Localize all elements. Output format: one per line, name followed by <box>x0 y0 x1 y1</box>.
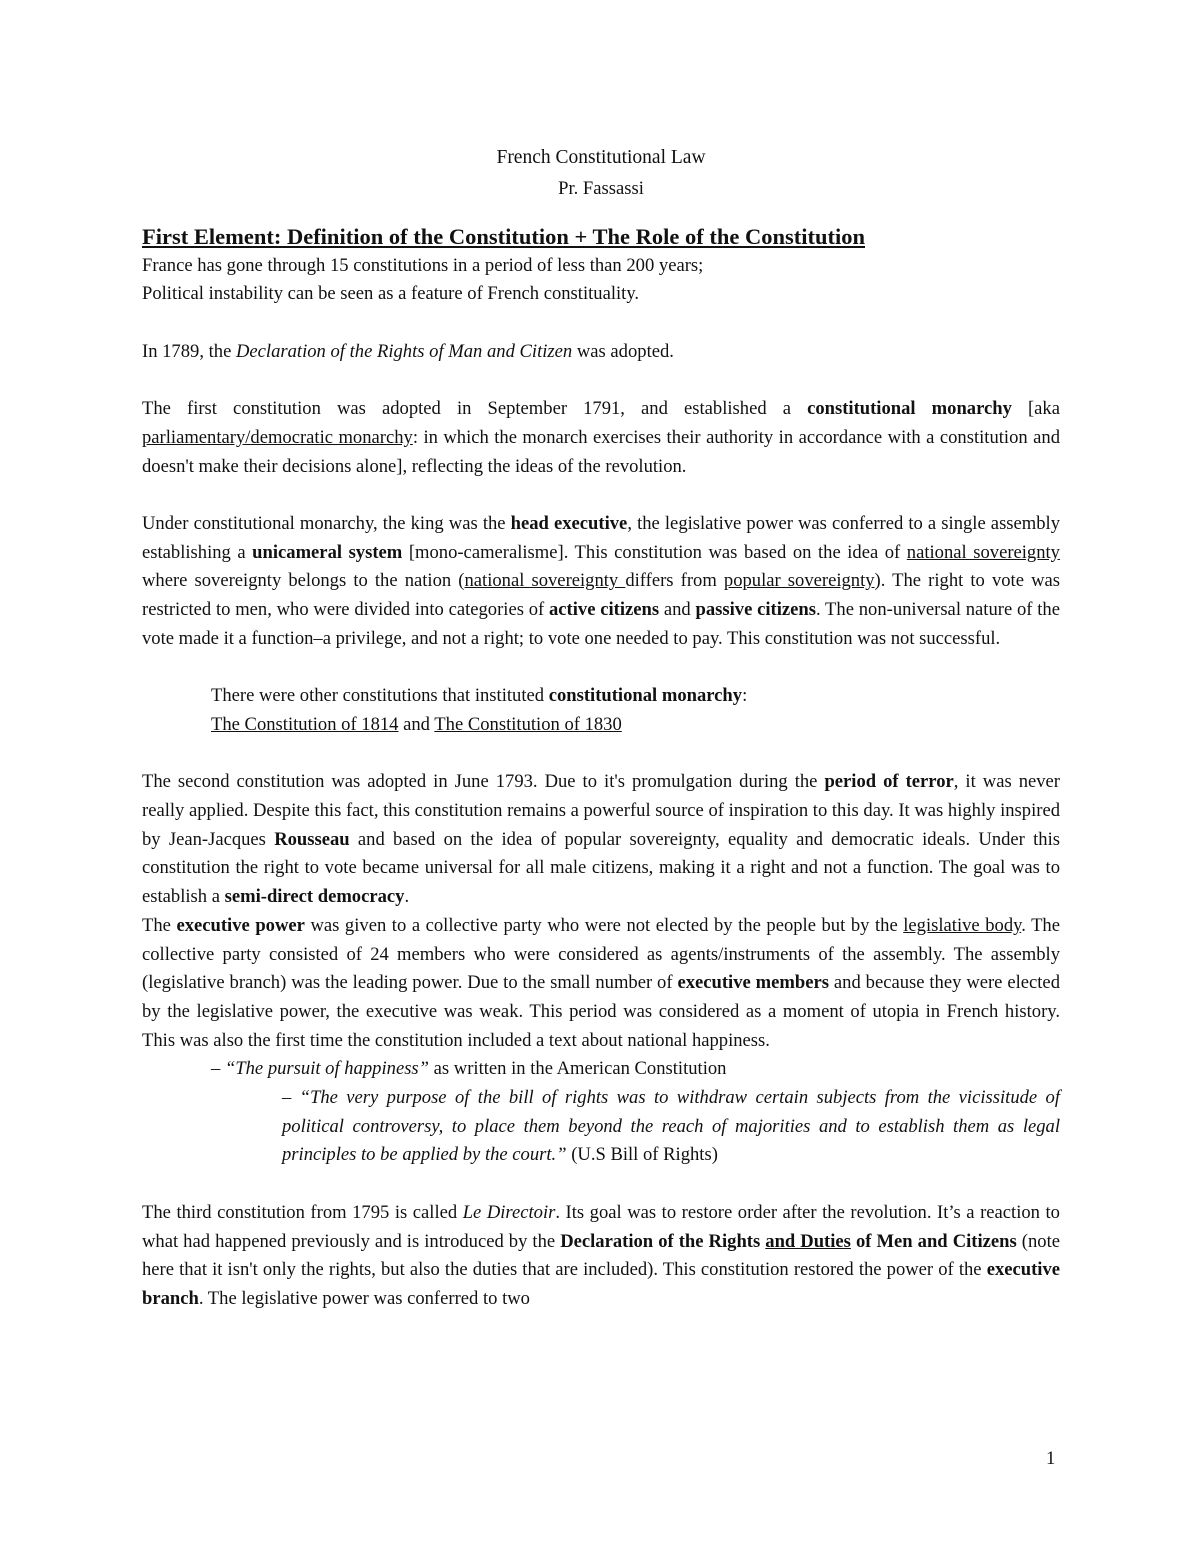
paragraph-1791: The first constitution was adopted in September 1791, and established a constitutional monarchy [aka parliamentary/democratic monarchy: in which the monarch exercises their authority in accordance with a constitution and doesn't make their decisions alone], reflecting the ideas of the revolution. <box>142 398 1060 477</box>
paragraph-1789: In 1789, the Declaration of the Rights of Man and Citizen was adopted. <box>142 340 674 362</box>
paragraph-1795: The third constitution from 1795 is called Le Directoir. Its goal was to restore order after the revolution. It’s a reaction to what had happened previously and is introduced by the Declaration of the Rights and Duties of Men and Citizens (note here that it isn't only the rights, but also the duties that are included). This constitution restored the power of the executive branch. The legislative power was conferred to two <box>142 1201 1060 1309</box>
section-heading: First Element: Definition of the Constitution + The Role of the Constitution <box>142 223 866 249</box>
paragraph-other-constitutions: There were other constitutions that instituted constitutional monarchy: <box>211 685 748 707</box>
paragraph-executive-power: The executive power was given to a collective party who were not elected by the people but by the legislative body. The collective party consisted of 24 members who were considered as agents/instruments of the assembly. The assembly (legislative branch) was the leading power. Due to the small number of executive members and because they were elected by the legislative power, the executive was weak. This period was considered as a moment of utopia in French history. This was also the first time the constitution included a text about national happiness. <box>142 914 1060 1051</box>
page-number: 1 <box>1046 1448 1056 1469</box>
intro-line-2: Political instability can be seen as a feature of French constituality. <box>142 283 640 305</box>
intro-line-1: France has gone through 15 constitutions in a period of less than 200 years; <box>142 254 704 276</box>
paragraph-constitutional-monarchy: Under constitutional monarchy, the king was the head executive, the legislative power was conferred to a single assembly establishing a unicameral system [mono-cameralisme]. This constitution was based on the idea of national sovereignty where sovereignty belongs to the nation (national sovereignty differs from popular sovereignty). The right to vote was restricted to men, who were divided into categories of active citizens and passive citizens. The non-universal nature of the vote made it a function–a privilege, and not a right; to vote one needed to pay. This constitution was not successful. <box>142 512 1061 649</box>
paragraph-1793: The second constitution was adopted in June 1793. Due to it's promulgation during the period of terror, it was never really applied. Despite this fact, this constitution remains a powerful source of inspiration to this day. It was highly inspired by Jean-Jacques Rousseau and based on the idea of popular sovereignty, equality and democratic ideals. Under this constitution the right to vote became universal for all male citizens, making it a right and not a function. The goal was to establish a semi-direct democracy. <box>142 771 1060 908</box>
document-body <box>142 140 1060 1314</box>
quote-pursuit-of-happiness: – “The pursuit of happiness” as written in the American Constitution <box>211 1058 727 1080</box>
document-author: Pr. Fassassi <box>558 178 644 199</box>
document-title: French Constitutional Law <box>496 147 706 168</box>
quote-bill-of-rights: – “The very purpose of the bill of rights was to withdraw certain subjects from the vicissitude of political controversy, to place them beyond the reach of majorities and to establish them as legal principles to be applied by the court.” (U.S Bill of Rights) <box>282 1087 1060 1166</box>
paragraph-other-constitutions-list: The Constitution of 1814 and The Constitution of 1830 <box>211 713 622 735</box>
